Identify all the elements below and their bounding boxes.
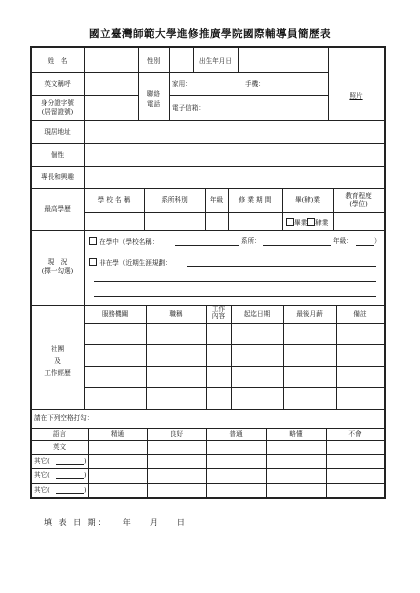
lang-row-other-2: 其它( bbox=[34, 471, 50, 479]
career-plan-blank-2[interactable] bbox=[94, 281, 376, 282]
frame-right bbox=[384, 46, 386, 499]
exp-header-notes: 備註 bbox=[353, 310, 367, 318]
date-year-label: 年 bbox=[122, 518, 133, 527]
lang-header-good: 良好 bbox=[169, 430, 184, 438]
edu-header-degree: 教育程度 (學位) bbox=[345, 192, 372, 208]
gender-label: 性別 bbox=[146, 57, 161, 65]
lang-header-language: 語言 bbox=[52, 430, 67, 438]
fill-date-label: 填 表 日 期： bbox=[44, 518, 108, 527]
fill-date-line bbox=[44, 517, 187, 528]
department-blank[interactable] bbox=[263, 245, 331, 246]
edu-header-graduation: 畢(肄)業 bbox=[295, 196, 320, 204]
lang-header-fluent: 精通 bbox=[110, 430, 125, 438]
email-label: 電子信箱： bbox=[172, 104, 205, 112]
other-language-blank-2[interactable] bbox=[56, 478, 84, 479]
exp-header-organization: 服務機關 bbox=[101, 310, 129, 318]
studying-checkbox[interactable] bbox=[89, 237, 97, 245]
date-month-label: 月 bbox=[149, 518, 160, 527]
graduated-option: 畢業 肄業 bbox=[286, 218, 328, 227]
skills-label: 專長和興趣 bbox=[41, 173, 74, 181]
exp-header-title: 職稱 bbox=[169, 310, 183, 318]
lang-row-other-1: 其它( bbox=[34, 457, 50, 465]
lang-header-none: 不會 bbox=[348, 430, 362, 438]
edu-header-school: 學 校 名 稱 bbox=[97, 196, 131, 204]
mobile-phone-label: 手機： bbox=[245, 80, 265, 88]
name-label: 姓 名 bbox=[47, 57, 68, 65]
contact-phone-label: 聯絡電話 bbox=[146, 90, 161, 108]
other-language-blank-3[interactable] bbox=[56, 493, 84, 494]
career-plan-blank-3[interactable] bbox=[94, 296, 376, 297]
frame-bottom bbox=[30, 497, 386, 499]
other-language-blank-1[interactable] bbox=[56, 464, 84, 465]
experience-label: 社團 及 工作經歷 bbox=[44, 345, 71, 377]
department-label: 系所： bbox=[241, 237, 261, 245]
id-number-label: 身分證字號 (居留證號) bbox=[41, 99, 74, 116]
english-name-label: 英文稱呼 bbox=[44, 80, 71, 88]
address-label: 現居地址 bbox=[44, 128, 71, 136]
not-studying-option: 非在學（近期生涯規劃： bbox=[89, 258, 172, 267]
school-name-blank[interactable] bbox=[175, 245, 239, 246]
lang-row-other-3: 其它( bbox=[34, 486, 50, 494]
not-graduated-checkbox[interactable] bbox=[307, 218, 315, 226]
status-label: 現 況 (擇一勾選) bbox=[41, 258, 74, 275]
lang-header-basic: 略懂 bbox=[289, 430, 303, 438]
lang-header-average: 普通 bbox=[229, 430, 243, 438]
home-phone-label: 家用： bbox=[172, 80, 192, 88]
graduated-checkbox[interactable] bbox=[286, 218, 294, 226]
edu-header-period: 修 業 期 間 bbox=[238, 196, 272, 204]
language-instruction: 請在下列空格打勾： bbox=[34, 414, 94, 422]
birth-label: 出生年月日 bbox=[199, 57, 232, 65]
grade-blank[interactable] bbox=[356, 245, 374, 246]
edu-header-grade: 年級 bbox=[209, 196, 224, 204]
exp-header-content: 工作 內容 bbox=[211, 305, 226, 320]
photo-label: 照片 bbox=[349, 92, 363, 100]
date-day-label: 日 bbox=[176, 518, 187, 527]
edu-header-department: 系所科別 bbox=[161, 196, 188, 204]
education-label: 最高學歷 bbox=[44, 205, 71, 213]
exp-header-salary: 最後月薪 bbox=[296, 310, 323, 318]
grade-label: 年級： bbox=[333, 237, 353, 245]
form-title: 國立臺灣師範大學進修推廣學院國際輔導員簡歷表 bbox=[89, 28, 331, 40]
lang-row-english: 英文 bbox=[52, 443, 67, 451]
personality-label: 個性 bbox=[50, 151, 65, 159]
studying-option: 在學中（學校名稱： bbox=[89, 237, 158, 246]
exp-header-dates: 起迄日期 bbox=[243, 310, 271, 318]
not-studying-checkbox[interactable] bbox=[89, 258, 97, 266]
career-plan-blank-1[interactable] bbox=[187, 266, 376, 267]
